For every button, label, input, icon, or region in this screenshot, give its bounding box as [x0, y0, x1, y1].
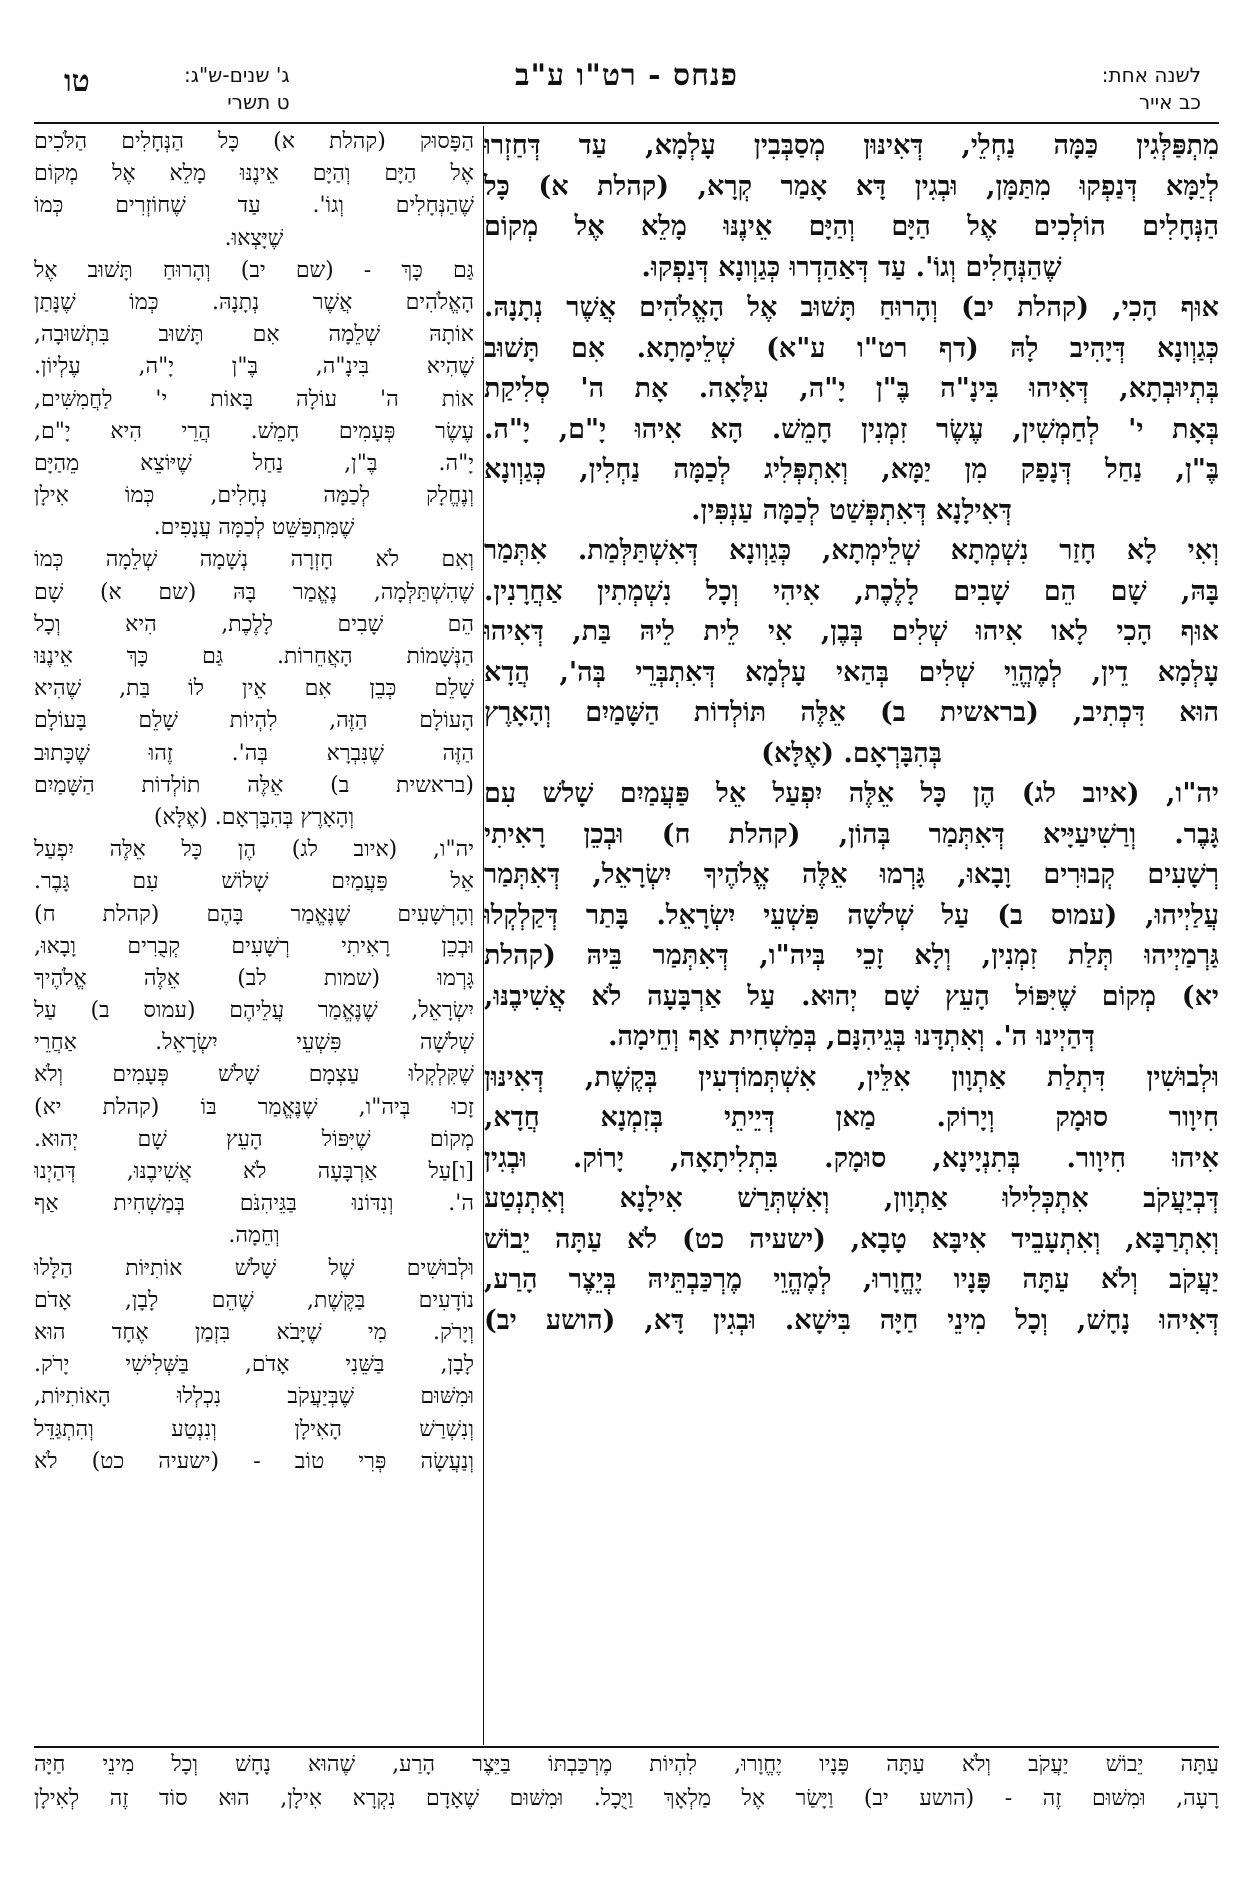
main-text-line: יַעֲקֹב וְלֹא עַתָּה פָּנָיו יֶחֱוָרוּ, לְמֶהֱוֵי מֶרְכַּבְתֵּיהּ בְּיֵצֶר הָרַע,: [484, 1264, 1219, 1295]
main-text-line: בְּתְיוּבְתָא, דְּאִיהוּ בִּינָ"ה בֶּ"ן יָ"ה, עִלָּאָה. אָת ה' סְלִיקַת: [484, 373, 1219, 404]
commentary-line: וְהָאָרֶץ בְּהִבָּרְאָם. (אֶלָּא): [153, 804, 355, 830]
commentary-line: אֵל פַּעֲמַיִם שָׁלוֹשׁ עִם גָּבֶר.: [34, 869, 474, 895]
commentary-line: שֶׁקִּלְקְלוּ עַצְמָם שָׁלֹשׁ פְּעָמִים וְלֹא: [34, 1062, 474, 1088]
page-number: טו: [64, 64, 90, 99]
main-text-line: דְּאִיהוּ נָחָשׁ, וְכָל מִינֵי חַיָּה בִּישָׁא. וּבְגִין דָּא, (הושע יב): [484, 1304, 1219, 1336]
commentary-line: שֶׁיָּצְאוּ.: [224, 225, 284, 251]
commentary-line: הַזֶּה שֶׁנִּבְרָא בְּה'. זֶהוּ שֶׁכָּתוּב: [34, 740, 474, 766]
main-text-line: יא) מְקוֹם שֶׁיִּפּוֹל הָעֵץ שָׁם יְהוּא. עַל אַרְבָּעָה לֹא אֲשִׁיבֶנּוּ,: [484, 980, 1219, 1012]
commentary-line: גַּם כָּךְ - (שם יב) וְהָרוּחַ תָּשׁוּב אֶל: [34, 257, 474, 283]
main-text-line: דְּאִילָנָא דְּאִתְפְּשַׁט לְכַמָּה עַנְפִּין.: [691, 494, 1012, 526]
main-text-line: יה"ו, (איוב לג) הֶן כָּל אֵלֶּה יִפְעַל אֵל פַּעֲמַיִם שָׁלשׁ עִם: [484, 778, 1219, 809]
header-three-year-label: ג' שנים-ש"ג:: [184, 63, 290, 87]
main-text-line: רְשָׁעִים קְבוּרִים וָבָאוּ, גָּרְמוּ אֵלֶּה אֱלֹהֶיךָ יִשְׂרָאֵל, דְּאִתְּמַר: [484, 859, 1219, 890]
main-text-line: גָּבֶר. וְרַשִׁיעַיָּיא דְּאִתְּמַר בְּהוֹן, (קהלת ח) וּבְכֵן רָאִיתִי: [484, 818, 1219, 850]
commentary-line: הָאֱלֹהִים אֲשֶׁר נְתָנָהּ. כְּמוֹ שֶׁנָּתַן: [34, 289, 474, 315]
header-one-year-label: לשנה אחת:: [1101, 63, 1201, 87]
commentary-line: וּמִשּׁוּם שֶׁבְּיַעֲקֹב נִכְלְלוּ הָאוֹתִיּוֹת,: [34, 1384, 474, 1410]
main-text-line: גַּרְמַיְיהוּ תְּלַת זִמְנִין, וְלָא זָכֵי בְּיה"ו, דְּאִתְּמַר בֵּיהּ (קהלת: [484, 940, 1219, 971]
header-rule: [34, 122, 1219, 124]
commentary-line: שְׁלֹשָׁה פִּשְׁעֵי יִשְׂרָאֵל. אַחֲרֵי: [34, 1030, 474, 1056]
column-divider: [483, 126, 484, 1745]
main-text-line: הוּא דִּכְתִיב, (בראשית ב) אֵלֶּה תּוֹלְדוֹת הַשָּׁמַיִם וְהָאָרֶץ: [484, 697, 1219, 728]
header-one-year-date: כב אייר: [1138, 90, 1201, 114]
commentary-line: זָכוּ בְּיה"ו, שֶׁנֶּאֱמַר בּוֹ (קהלת יא): [34, 1094, 474, 1120]
page-header: [34, 58, 1219, 122]
commentary-line: מְקוֹם שֶׁיִּפּוֹל הָעֵץ שָׁם יְהוּא.: [34, 1126, 474, 1152]
commentary-line: שֶׁהִשְׁתַּלְּמָה, נֶאֱמַר בָּהּ (שם א) שָׁם: [34, 579, 474, 605]
footer-commentary: [34, 1748, 1219, 1838]
commentary-column: [34, 126, 474, 1745]
commentary-line: עֶשֶׂר פְּעָמִים חָמֵשׁ. הֲרֵי הִיא יָ"ם,: [34, 418, 474, 444]
commentary-line: שֶׁהִיא בִּינָ"ה, בֶּ"ן יָ"ה, עֶלְיוֹן.: [34, 354, 474, 380]
commentary-line: אוֹתָהּ שְׁלֵמָה אִם תָּשׁוּב בִּתְשׁוּבָה,: [34, 322, 474, 348]
main-text-line: בְּהִבָּרְאָם. (אֶלָּא): [761, 737, 942, 769]
page-title: פנחס - רט"ו ע"ב: [515, 58, 738, 93]
main-text-line: עֲלַיְיהוּ, (עמוס ב) עַל שְׁלשָׁה פִּשְׁעֵי יִשְׂרָאֵל. בָּתַר דְּקַלְקְלוּ: [484, 899, 1219, 931]
main-text-line: אִיהוּ חִיוָור. בְּתִנְיָינָא, סוּמָק. בִּתְלִיתָאָה, יָרוֹק. וּבְגִין: [484, 1142, 1219, 1174]
commentary-line: וְחֵמָה.: [228, 1223, 280, 1249]
main-text-line: לְיַמָּא דְּנַפְקוּ מִתַּמָּן, וּבְגִין דָּא אָמַר קְרָא, (קהלת א) כָּל: [484, 170, 1219, 202]
commentary-line: (בראשית ב) אֵלֶּה תוֹלְדוֹת הַשָּׁמַיִם: [34, 772, 474, 798]
commentary-line: הָעוֹלָם הַזֶּה, לִהְיוֹת שָׁלֵם בָּעוֹלָם: [34, 708, 474, 734]
commentary-line: אוֹת ה' עוֹלָה בָּאוֹת י' לַחֲמִשִּׁים,: [34, 386, 474, 412]
main-text-line: עָלְמָא דֵין, לְמֶהֱוֵי שְׁלִים בְּהַאי עָלְמָא דְּאִתְבְּרֵי בְּה', הֲדָא: [484, 656, 1219, 688]
commentary-line: וְנֶחֱלָק לְכַמָּה נְחָלִים, כְּמוֹ אִילָן: [34, 483, 474, 509]
footer-line: רָעָה, וּמִשּׁוּם זֶה - (הושע יב) וַיָּשַׂר אֶל מַלְאָךְ וַיֻּכָל. וּמִשּׁוּם שֶׁאָדָם נִקְרָא אִילָן, הוּא סוֹד זֶה לְאִילָן: [34, 1786, 1219, 1811]
main-text-line: דְּבְיַעֲקֹב אִתְכְּלִילוּ אַתְוָון, וְאִשְׁתְּרַשׁ אִילָנָא וְאִתְנְטַע: [484, 1183, 1219, 1214]
commentary-line: ה'. וְנִדּוֹנוּ בַּגֵּיהִנֹּם בְּמַשְׁחִית אַף: [34, 1191, 474, 1217]
main-text-line: אוּף הָכִי לָאו אִיהוּ שְׁלִים בְּבֶן, אִי לֵית לֵיהּ בַּת, דְּאִיהוּ: [484, 616, 1219, 647]
main-text-line: דְּהַיְינוּ ה'. וְאִתְדָּנוּ בְּגֵיהִנָּם, בְּמַשְׁחִית אַף וְחֵימָה.: [608, 1021, 1095, 1052]
commentary-line: יָ"ה. בֶּ"ן, נַחַל שֶׁיּוֹצֵא מֵהַיָּם: [34, 450, 474, 476]
main-text-line: וְאִי לָא חָזַר נִשְׁמְתָא שְׁלֵימְתָא, כְּגַוְונָא דְּאִשְׁתַּלְּמַת. אִתְּמַר: [484, 535, 1219, 566]
commentary-line: נוֹדָעִים בַּקֶּשֶׁת, שֶׁהֵם לָבָן, אָדֹם: [34, 1287, 474, 1313]
commentary-line: וְנִשְׁרַשׁ הָאִילָן וְנִנְטַע וְהִתְגַּדֵּל: [34, 1416, 474, 1442]
commentary-line: לָבָן, בַּשֵּׁנִי אָדֹם, בַּשְּׁלִישִׁי יָרֹק.: [34, 1352, 474, 1378]
commentary-line: הַפָּסוּק (קהלת א) כָּל הַנְּחָלִים הַלֹּכִים: [34, 129, 474, 154]
commentary-line: וְנַעֲשָׂה פְּרִי טוֹב - (ישעיה כט) לֹא: [34, 1448, 474, 1474]
main-text-column: [484, 126, 1219, 1745]
commentary-line: וּלְבוּשִׁים שֶׁל שָׁלֹשׁ אוֹתִיּוֹת הַלָּלוּ: [34, 1255, 474, 1281]
commentary-line: יה"ו, (איוב לג) הֶן כָּל אֵלֶּה יִפְעַל: [34, 837, 474, 863]
main-text-line: בָּהּ, שָׁם הֵם שָׁבִים לָלֶכֶת, אִיהִי וְכָל נִשְׁמְתִין אַחֲרָנִין.: [484, 575, 1219, 607]
main-text-line: אוּף הָכִי, (קהלת יב) וְהָרוּחַ תָּשׁוּב אֶל הָאֱלֹהִים אֲשֶׁר נְתָנָהּ.: [484, 292, 1219, 323]
commentary-line: וְאִם לֹא חָזְרָה נְשָׁמָה שְׁלֵמָה כְּמוֹ: [34, 547, 474, 573]
footer-line: עַתָּה יֵבוֹשׁ יַעֲקֹב וְלֹא עַתָּה פָּנָיו יֶחֱוָרוּ, לִהְיוֹת מֶרְכַּבְתּוֹ בַּיֵּצֶר הָרַע, שֶׁהוּא נָחָשׁ וְכָל מִינֵי חַיָּה: [34, 1752, 1219, 1777]
commentary-line: יִשְׂרָאֵל, שֶׁנֶּאֱמַר עֲלֵיהֶם (עמוס ב) עַל: [34, 998, 474, 1024]
commentary-line: שֶׁהַנְּחָלִים וְגוֹ'. עַד שֶׁחוֹזְרִים כְּמוֹ: [34, 193, 474, 219]
commentary-line: וְיָרֹק. מִי שֶׁיָּבֹא בִּזְמַן אֶחָד הוּא: [34, 1319, 474, 1345]
header-three-year-date: ט תשרי: [227, 90, 290, 114]
commentary-line: גָּרְמוּ (שמות לב) אֵלֶּה אֱלֹהֶיךָ: [34, 965, 474, 991]
main-text-line: וְאִתְרַבָּא, וְאִתְעָבֵיד אִיבָּא טָבָא, (ישעיה כט) לֹא עַתָּה יֵבוֹשׁ: [484, 1223, 1219, 1255]
commentary-line: [ו]עַל אַרְבָּעָה לֹא אֲשִׁיבֶנּוּ, דְּהַיְנוּ: [34, 1159, 474, 1184]
header-left-notes: [184, 62, 290, 116]
commentary-line: שֶׁמִּתְפַּשֵּׁט לְכַמָּה עֲנָפִים.: [153, 515, 355, 541]
commentary-line: שָׁלֵם כְּבֵן אִם אֵין לוֹ בַּת, שֶׁהִיא: [34, 676, 474, 702]
main-text-line: וּלְבוּשִׁין דִּתְלַת אַתְוָון אִלֵּין, אִשְׁתְּמוֹדְעִין בְּקֶשֶׁת, דְּאִינּוּן: [484, 1061, 1219, 1093]
main-text-line: מִתְפַּלְּגִין כַּמָּה נַחְלֵי, דְּאִינּוּן מְסַבְּבִין עָלְמָא, עַד דְּחַזְרוּ: [484, 130, 1219, 161]
main-text-line: שֶׁהַנְּחָלִים וְגוֹ'. עַד דְּאַהַדְרוּ כְּגַוְונָא דְּנַפְקוּ.: [641, 251, 1062, 283]
main-text-line: כְּגַוְונָא דְּיָהִיב לָהּ (דף רט"ו ע"א) שְׁלֵימָתָא. אִם תָּשׁוּב: [484, 332, 1219, 364]
main-text-line: בֶּ"ן, נַחַל דְּנָפַק מִן יַמָּא, וְאִתְפְּלִיג לְכַמָּה נַחְלִין, כְּגַוְונָא: [484, 454, 1219, 485]
main-text-line: הַנְּחָלִים הוֹלְכִים אֶל הַיָּם וְהַיָּם אֵינֶנּוּ מָלֵא אֶל מְקוֹם: [484, 211, 1219, 242]
main-text-line: חִיוָור סוּמָק וְיָרוֹק. מַאן דְּיֵיתֵי בְּזִמְנָא חֲדָא,: [484, 1102, 1219, 1133]
commentary-line: אֶל הַיָּם וְהַיָּם אֵינֶנּוּ מָלֵא אֶל מְקוֹם: [34, 161, 474, 187]
commentary-line: הַנְּשָׁמוֹת הָאֲחֵרוֹת. גַּם כָּךְ אֵינֶנּוּ: [34, 644, 474, 669]
main-text-line: בְּאָת י' לְחַמְשִׁין, עֶשֶׂר זִמְנִין חָמֵשׁ. הָא אִיהוּ יָ"ם, יָ"ה.: [484, 413, 1219, 445]
commentary-line: הֵם שָׁבִים לָלֶכֶת, הִיא וְכָל: [34, 611, 474, 637]
commentary-line: וְהָרְשָׁעִים שֶׁנֶּאֱמַר בָּהֶם (קהלת ח): [34, 901, 474, 927]
commentary-line: וּבְכֵן רָאִיתִי רְשָׁעִים קְבֻרִים וָבָאוּ,: [34, 933, 474, 959]
